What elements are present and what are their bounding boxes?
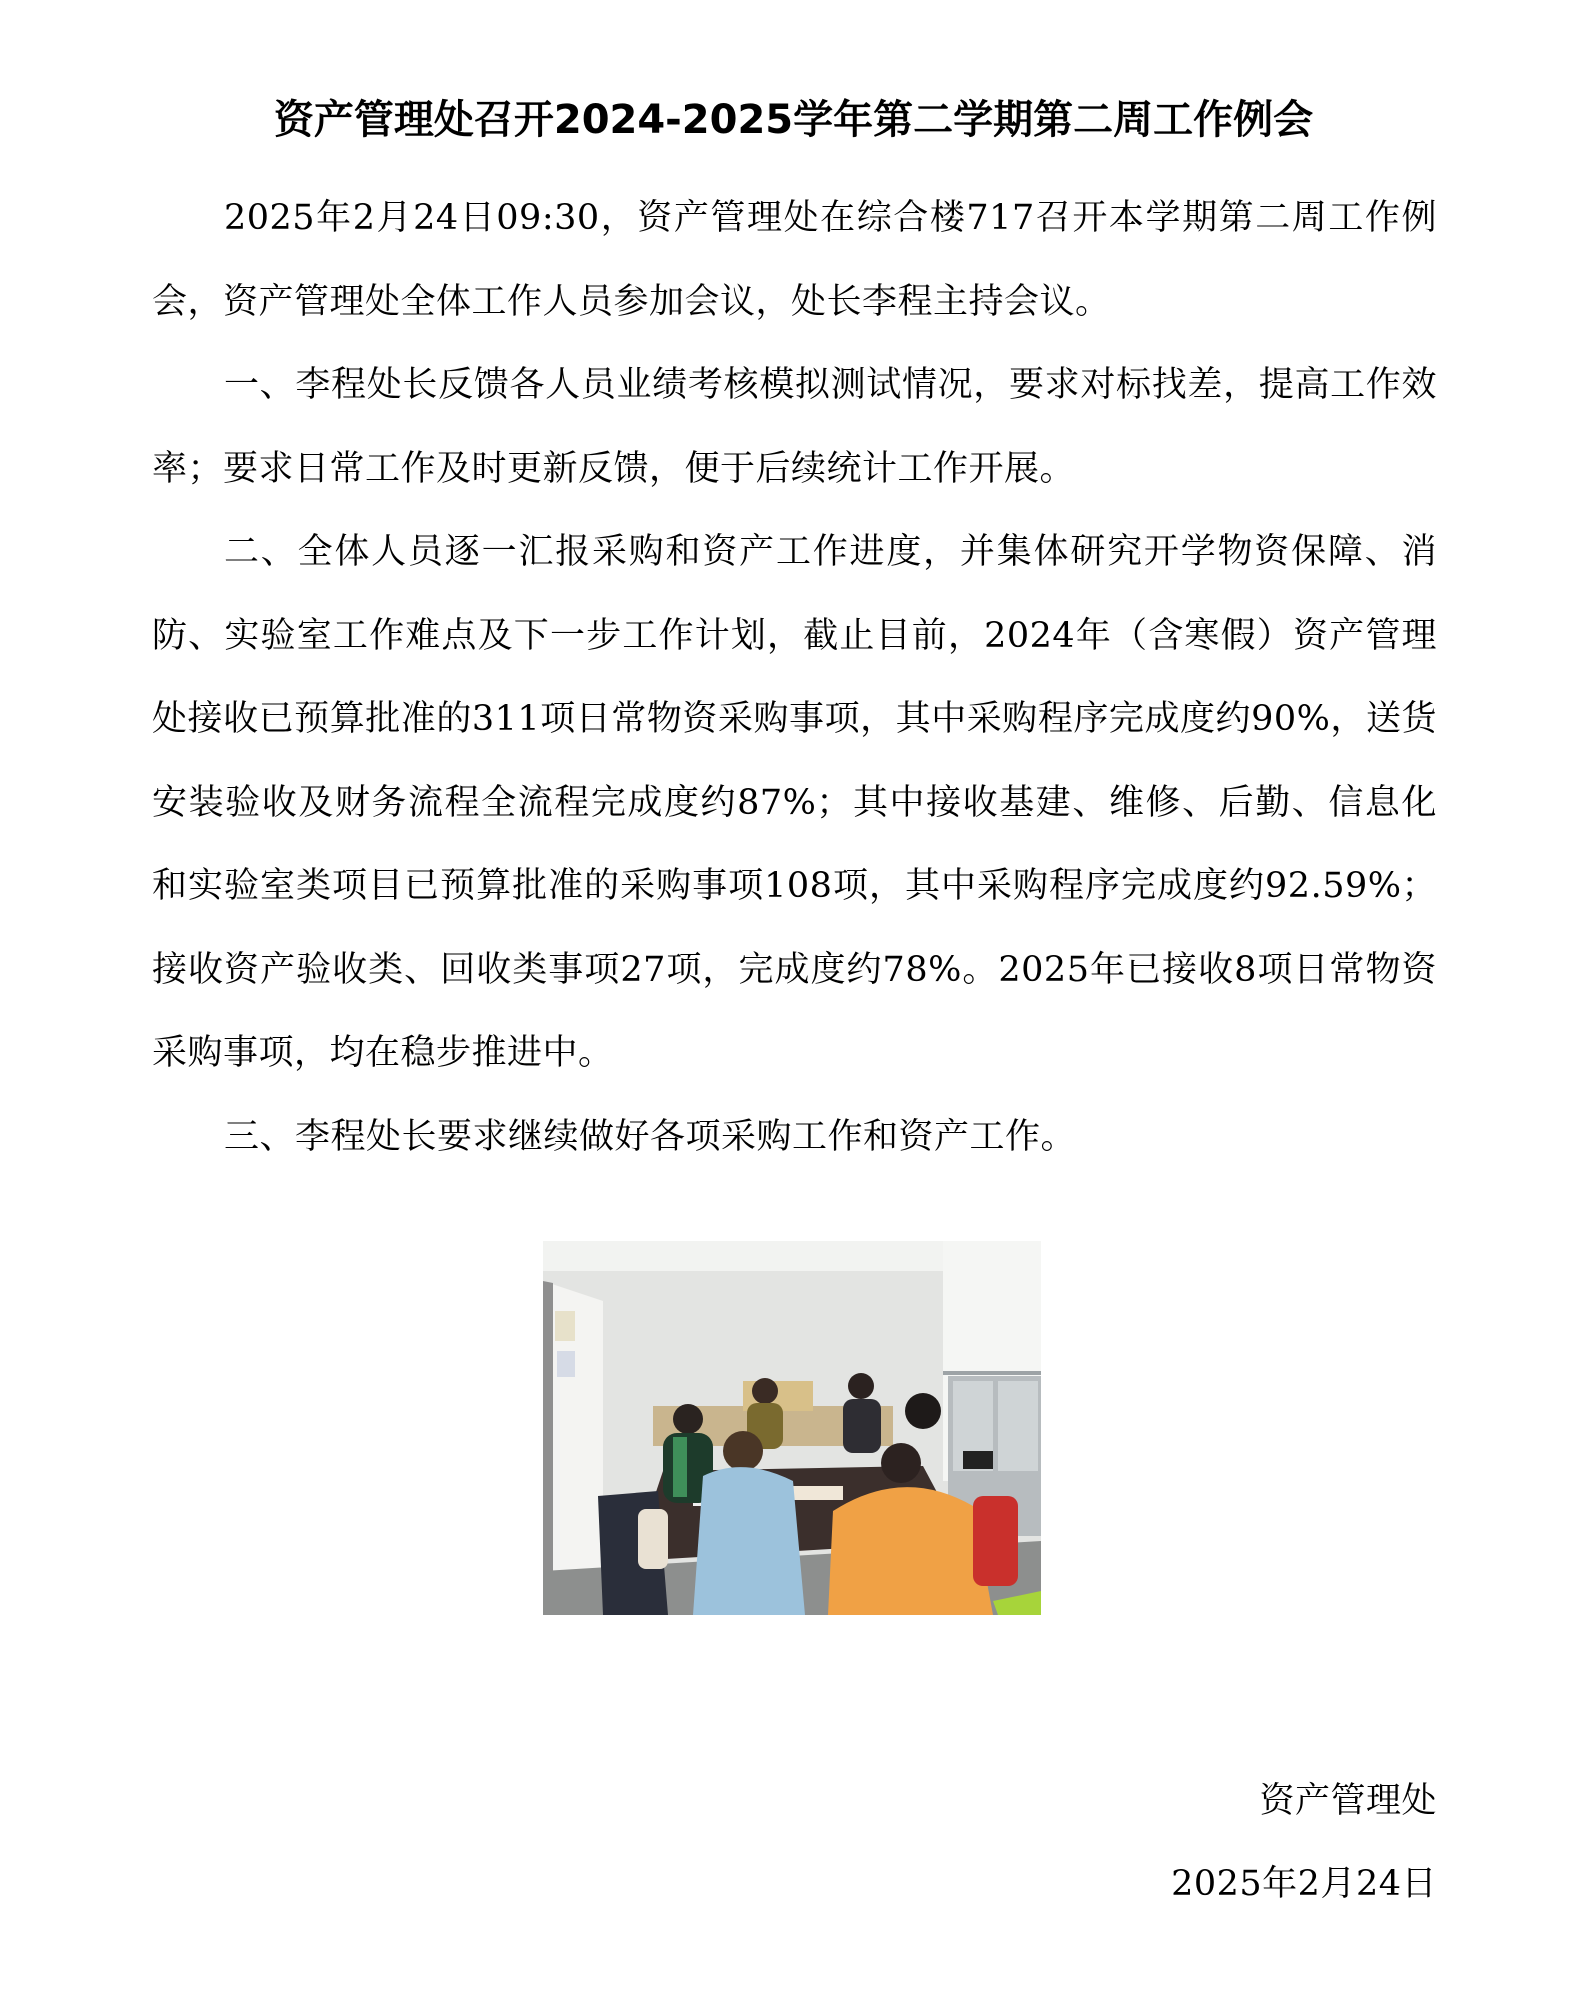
paragraph-item-3: 三、李程处长要求继续做好各项采购工作和资产工作。 [224,1116,1077,1157]
paragraph-item-1: 一、李程处长反馈各人员业绩考核模拟测试情况，要求对标找差，提高工作效率；要求日常工作及时更新反馈，便于后续统计工作开展。 [152,365,1437,489]
document-body [152,177,1437,1179]
document-title: 资产管理处召开2024-2025学年第二学期第二周工作例会 [273,97,1314,143]
signature-block [1171,1760,1437,1926]
paragraph-item-2: 二、全体人员逐一汇报采购和资产工作进度，并集体研究开学物资保障、消防、实验室工作难点及下一步工作计划，截止目前，2024年（含寒假）资产管理处接收已预算批准的311项日常物资采购事项，其中采购程序完成度约90%，送货安装验收及财务流程全流程完成度约87%；其中接收基建、维修、后勤、信息化和实验室类项目已预算批准的采购事项108项，其中采购程序完成度约92.59%；接收资产验收类、回收类事项27项，完成度约78%。2025年已接收8项日常物资采购事项，均在稳步推进中。 [152,532,1437,1073]
signature-date: 2025年2月24日 [1171,1864,1437,1904]
paragraph-intro: 2025年2月24日09:30，资产管理处在综合楼717召开本学期第二周工作例会，资产管理处全体工作人员参加会议，处长李程主持会议。 [152,198,1437,322]
meeting-photo [543,1241,1041,1615]
signature-organization: 资产管理处 [1259,1781,1437,1821]
